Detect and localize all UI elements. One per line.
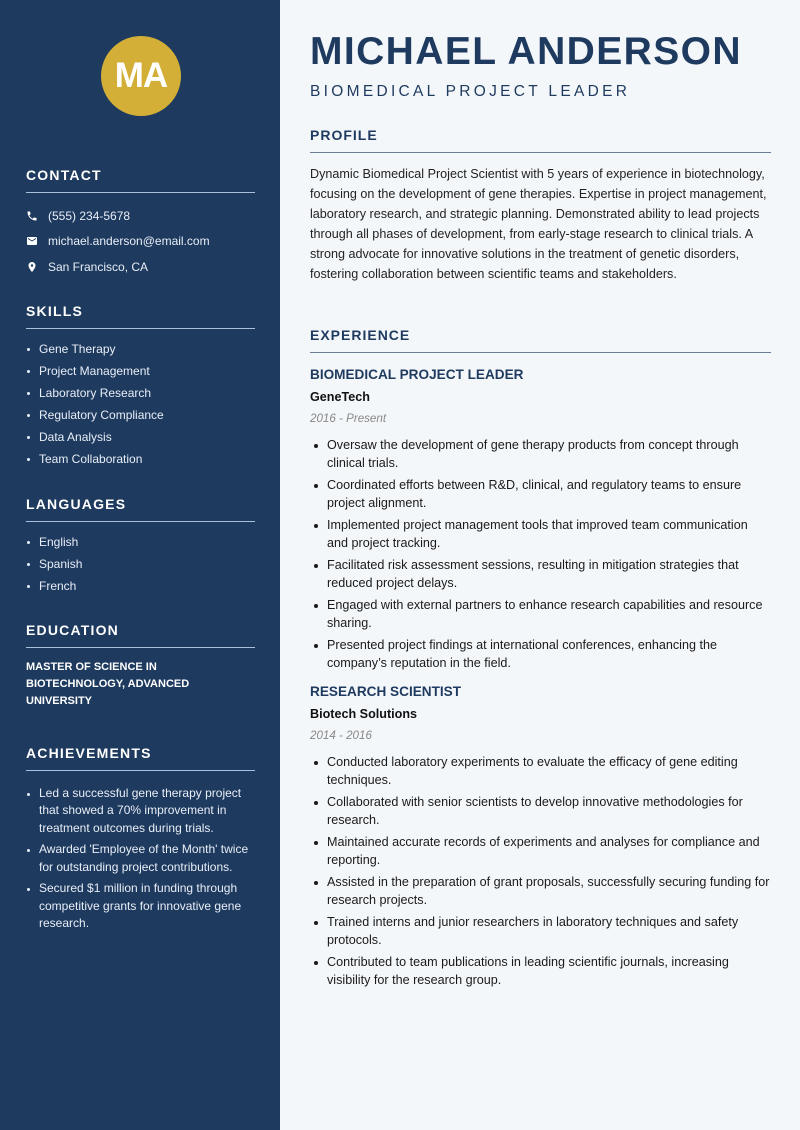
language-item: French bbox=[26, 575, 255, 597]
email-icon bbox=[26, 235, 38, 247]
job-bullets bbox=[310, 753, 771, 989]
contact-email[interactable] bbox=[26, 229, 255, 255]
avatar-initials: MA bbox=[101, 36, 181, 116]
job-bullet: Maintained accurate records of experiments and analyses for compliance and reporting. bbox=[310, 833, 771, 869]
achievements-list bbox=[26, 785, 255, 932]
achievements-heading: ACHIEVEMENTS bbox=[26, 745, 255, 771]
languages-heading: LANGUAGES bbox=[26, 496, 255, 522]
contact-location-text: San Francisco, CA bbox=[48, 259, 149, 274]
skills-list bbox=[26, 338, 255, 470]
languages-list bbox=[26, 531, 255, 597]
contact-location bbox=[26, 254, 255, 280]
profile-section bbox=[310, 127, 771, 285]
job-company: Biotech Solutions bbox=[310, 707, 418, 721]
job-title: RESEARCH SCIENTIST bbox=[310, 684, 462, 699]
job-company: GeneTech bbox=[310, 390, 370, 404]
job-bullet: Assisted in the preparation of grant proposals, successfully securing funding for research projects. bbox=[310, 873, 771, 909]
job-dates: 2016 - Present bbox=[310, 412, 387, 425]
job-bullets bbox=[310, 436, 771, 672]
job-entry bbox=[310, 682, 771, 989]
language-item: Spanish bbox=[26, 553, 255, 575]
location-pin-icon bbox=[26, 261, 38, 273]
job-bullet: Contributed to team publications in leading scientific journals, increasing visibility for the research group. bbox=[310, 953, 771, 989]
profile-heading: PROFILE bbox=[310, 127, 771, 153]
job-title: BIOMEDICAL PROJECT LEADER bbox=[310, 367, 524, 382]
skills-heading: SKILLS bbox=[26, 303, 255, 329]
contact-list bbox=[26, 203, 255, 280]
skill-item: Project Management bbox=[26, 360, 255, 382]
profile-summary: Dynamic Biomedical Project Scientist with 5 years of experience in biotechnology, focusing on the development of gene therapies. Expertise in project management, laboratory research, and strategic planning. Demonstrated ability to lead projects through all phases of development, from early-stage research to clinical trials. A strong advocate for innovative solutions in the treatment of genetic disorders, fostering collaboration between scientific teams and stakeholders. bbox=[310, 167, 767, 282]
skill-item: Laboratory Research bbox=[26, 382, 255, 404]
sidebar bbox=[0, 0, 280, 1130]
education-heading: EDUCATION bbox=[26, 622, 255, 648]
job-bullet: Collaborated with senior scientists to develop innovative methodologies for research. bbox=[310, 793, 771, 829]
education-section bbox=[26, 622, 255, 710]
job-bullet: Trained interns and junior researchers in laboratory techniques and safety protocols. bbox=[310, 913, 771, 949]
job-entry bbox=[310, 365, 771, 672]
phone-icon bbox=[26, 210, 38, 222]
skill-item: Regulatory Compliance bbox=[26, 404, 255, 426]
skills-section bbox=[26, 303, 255, 470]
job-bullet: Conducted laboratory experiments to evaluate the efficacy of gene editing techniques. bbox=[310, 753, 771, 789]
candidate-title: BIOMEDICAL PROJECT LEADER bbox=[310, 83, 631, 100]
contact-phone[interactable] bbox=[26, 203, 255, 229]
experience-heading: EXPERIENCE bbox=[310, 327, 771, 353]
job-bullet: Facilitated risk assessment sessions, resulting in mitigation strategies that reduced project delays. bbox=[310, 556, 771, 592]
contact-heading: CONTACT bbox=[26, 167, 255, 193]
contact-phone-text: (555) 234-5678 bbox=[48, 208, 131, 223]
job-bullet: Implemented project management tools that improved team communication and project tracking. bbox=[310, 516, 771, 552]
languages-section bbox=[26, 496, 255, 597]
job-bullet: Oversaw the development of gene therapy products from concept through clinical trials. bbox=[310, 436, 771, 472]
job-bullet: Engaged with external partners to enhance research capabilities and resource sharing. bbox=[310, 596, 771, 632]
skill-item: Data Analysis bbox=[26, 426, 255, 448]
skill-item: Team Collaboration bbox=[26, 448, 255, 470]
job-bullet: Presented project findings at international conferences, enhancing the company’s reputation in the field. bbox=[310, 636, 771, 672]
contact-email-text: michael.anderson@email.com bbox=[48, 234, 210, 249]
experience-section bbox=[310, 327, 771, 993]
language-item: English bbox=[26, 531, 255, 553]
candidate-name: MICHAEL ANDERSON bbox=[310, 30, 742, 73]
achievement-item: Awarded 'Employee of the Month' twice for outstanding project contributions. bbox=[26, 841, 255, 876]
job-bullet: Coordinated efforts between R&D, clinical, and regulatory teams to ensure project alignment. bbox=[310, 476, 771, 512]
achievement-item: Led a successful gene therapy project that showed a 70% improvement in treatment outcomes during trials. bbox=[26, 785, 255, 837]
achievement-item: Secured $1 million in funding through competitive grants for innovative gene research. bbox=[26, 880, 255, 932]
achievements-section bbox=[26, 745, 255, 937]
skill-item: Gene Therapy bbox=[26, 338, 255, 360]
job-dates: 2014 - 2016 bbox=[310, 729, 372, 742]
education-degree: MASTER OF SCIENCE IN BIOTECHNOLOGY, ADVANCED UNIVERSITY bbox=[26, 661, 190, 707]
contact-section bbox=[26, 167, 255, 280]
